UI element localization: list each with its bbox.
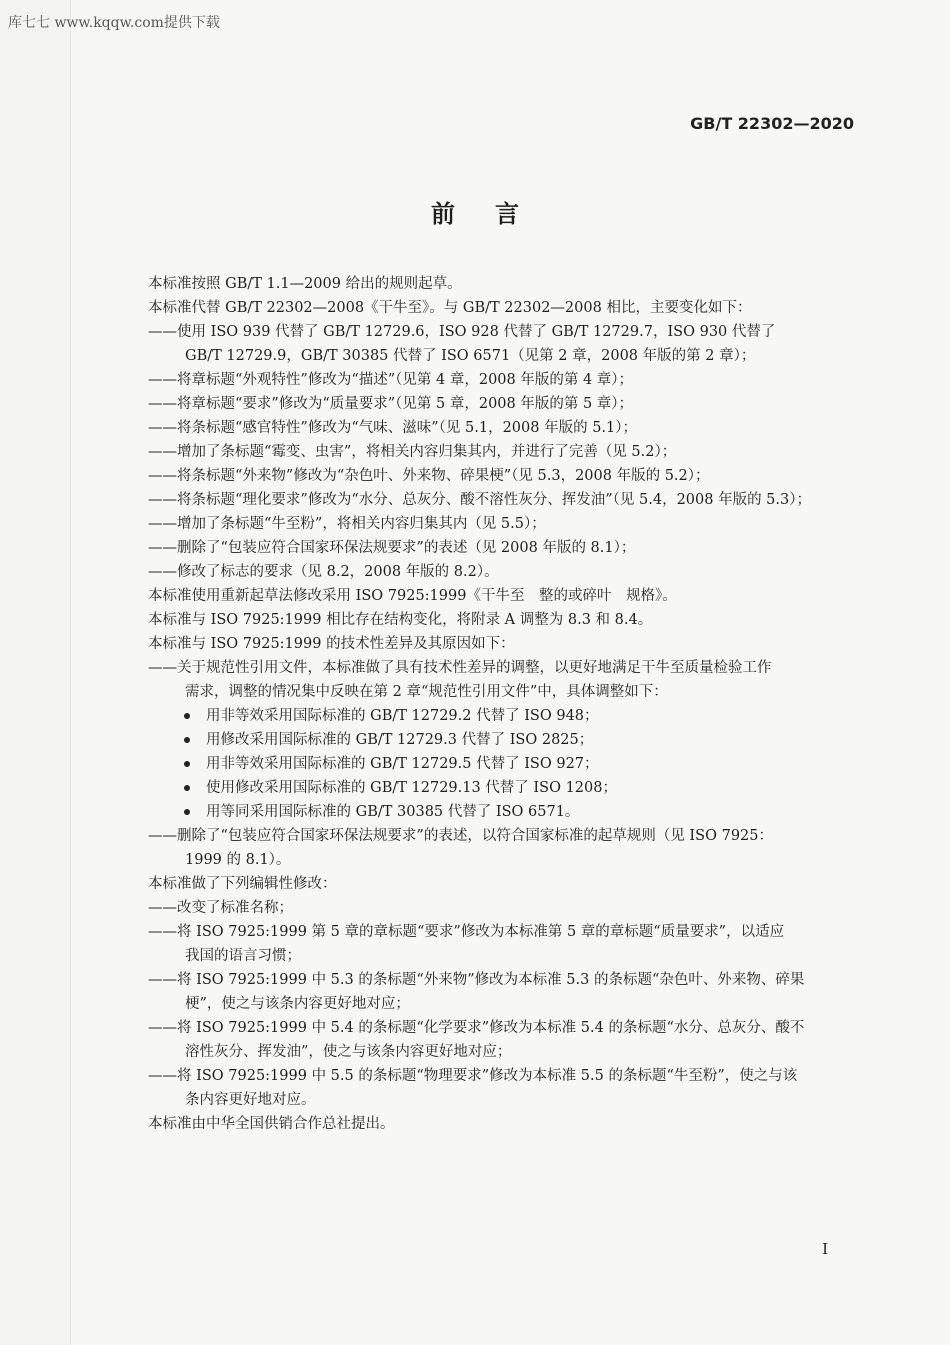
line-text: 梗”，使之与该条内容更好地对应； (185, 996, 410, 1012)
paragraph-line (148, 632, 852, 656)
line-text: ——将 ISO 7925:1999 中 5.5 的条标题“物理要求”修改为本标准 5.5 的条标题“牛至粉”，使之与该 (148, 1068, 798, 1084)
dash-item (148, 488, 852, 512)
dash-item (148, 824, 852, 848)
dash-item (148, 368, 852, 392)
paragraph-line (148, 272, 852, 296)
line-text: ——将 ISO 7925:1999 中 5.4 的条标题“化学要求”修改为本标准 5.4 的条标题“水分、总灰分、酸不 (148, 1020, 805, 1036)
line-text: 1999 的 8.1）。 (185, 852, 291, 868)
watermark-text: 库七七 www.kqqw.com提供下载 (8, 15, 220, 31)
line-text: 用非等效采用国际标准的 GB/T 12729.2 代替了 ISO 948； (206, 708, 599, 724)
page-number: I (822, 1240, 828, 1258)
line-text: 本标准代替 GB/T 22302—2008《干牛至》。与 GB/T 22302—2008 相比，主要变化如下： (148, 300, 752, 316)
line-text: ——删除了“包装应符合国家环保法规要求”的表述（见 2008 年版的 8.1）； (148, 540, 636, 556)
dash-item (148, 392, 852, 416)
line-text: ——将章标题“要求”修改为“质量要求”（见第 5 章，2008 年版的第 5 章）； (148, 396, 634, 412)
line-text: GB/T 12729.9，GB/T 30385 代替了 ISO 6571（见第 2 章，2008 年版的第 2 章）； (185, 348, 756, 364)
line-text: 本标准做了下列编辑性修改： (148, 876, 337, 892)
line-text: 用修改采用国际标准的 GB/T 12729.3 代替了 ISO 2825； (206, 732, 594, 748)
line-text: 本标准由中华全国供销合作总社提出。 (148, 1116, 395, 1132)
dash-item (148, 656, 852, 680)
line-text: 用等同采用国际标准的 GB/T 30385 代替了 ISO 6571。 (206, 804, 580, 820)
bullet-dot-icon (184, 761, 190, 767)
line-text: ——使用 ISO 939 代替了 GB/T 12729.6，ISO 928 代替了 GB/T 12729.7，ISO 930 代替了 (148, 324, 776, 340)
line-text: ——将条标题“外来物”修改为“杂色叶、外来物、碎果梗”（见 5.3，2008 年版的 5.2）； (148, 468, 710, 484)
paragraph-line (148, 872, 852, 896)
dash-item (148, 320, 852, 344)
bullet-item (148, 728, 852, 752)
paragraph-line (148, 296, 852, 320)
dash-item (148, 896, 852, 920)
bullet-item (148, 776, 852, 800)
bullet-item (148, 752, 852, 776)
continuation-line (148, 848, 852, 872)
dash-item (148, 560, 852, 584)
line-text: ——修改了标志的要求（见 8.2，2008 年版的 8.2）。 (148, 564, 499, 580)
line-text: 使用修改采用国际标准的 GB/T 12729.13 代替了 ISO 1208； (206, 780, 617, 796)
line-text: ——删除了“包装应符合国家环保法规要求”的表述，以符合国家标准的起草规则（见 ISO 7925： (148, 828, 773, 844)
bullet-item (148, 800, 852, 824)
continuation-line (148, 344, 852, 368)
line-text: ——改变了标准名称； (148, 900, 293, 916)
dash-item (148, 464, 852, 488)
line-text: 我国的语言习惯； (185, 948, 301, 964)
standard-code: GB/T 22302—2020 (690, 114, 854, 133)
dash-item (148, 1016, 852, 1040)
bullet-dot-icon (184, 737, 190, 743)
line-text: 本标准使用重新起草法修改采用 ISO 7925:1999《干牛至 整的或碎叶 规格》。 (148, 588, 677, 604)
bullet-dot-icon (184, 713, 190, 719)
line-text: 溶性灰分、挥发油”，使之与该条内容更好地对应； (185, 1044, 512, 1060)
dash-item (148, 920, 852, 944)
dash-item (148, 512, 852, 536)
line-text: 本标准按照 GB/T 1.1—2009 给出的规则起草。 (148, 276, 462, 292)
dash-item (148, 440, 852, 464)
paragraph-line (148, 584, 852, 608)
continuation-line (148, 1040, 852, 1064)
foreword-body (148, 272, 852, 1136)
line-text: ——增加了条标题“霉变、虫害”，将相关内容归集其内，并进行了完善（见 5.2）； (148, 444, 677, 460)
continuation-line (148, 680, 852, 704)
line-text: ——将 ISO 7925:1999 中 5.3 的条标题“外来物”修改为本标准 5.3 的条标题“杂色叶、外来物、碎果 (148, 972, 805, 988)
paragraph-line (148, 1112, 852, 1136)
continuation-line (148, 944, 852, 968)
dash-item (148, 968, 852, 992)
line-text: 需求，调整的情况集中反映在第 2 章“规范性引用文件”中，具体调整如下： (185, 684, 668, 700)
continuation-line (148, 992, 852, 1016)
bullet-dot-icon (184, 809, 190, 815)
bullet-item (148, 704, 852, 728)
line-text: ——将 ISO 7925:1999 第 5 章的章标题“要求”修改为本标准第 5 章的章标题“质量要求”，以适应 (148, 924, 785, 940)
line-text: 本标准与 ISO 7925:1999 的技术性差异及其原因如下： (148, 636, 515, 652)
paragraph-line (148, 608, 852, 632)
line-text: ——关于规范性引用文件，本标准做了具有技术性差异的调整，以更好地满足干牛至质量检验工作 (148, 660, 772, 676)
line-text: 用非等效采用国际标准的 GB/T 12729.5 代替了 ISO 927； (206, 756, 599, 772)
dash-item (148, 1064, 852, 1088)
line-text: 本标准与 ISO 7925:1999 相比存在结构变化，将附录 A 调整为 8.3 和 8.4。 (148, 612, 653, 628)
line-text: ——将条标题“理化要求”修改为“水分、总灰分、酸不溶性灰分、挥发油”（见 5.4，2008 年版的 5.3）； (148, 492, 811, 508)
bullet-dot-icon (184, 785, 190, 791)
line-text: ——增加了条标题“牛至粉”，将相关内容归集其内（见 5.5）； (148, 516, 546, 532)
dash-item (148, 536, 852, 560)
page-title: 前言 (431, 200, 559, 228)
line-text: ——将条标题“感官特性”修改为“气味、滋味”（见 5.1，2008 年版的 5.1）； (148, 420, 637, 436)
line-text: 条内容更好地对应。 (185, 1092, 316, 1108)
dash-item (148, 416, 852, 440)
line-text: ——将章标题“外观特性”修改为“描述”（见第 4 章，2008 年版的第 4 章）； (148, 372, 634, 388)
continuation-line (148, 1088, 852, 1112)
